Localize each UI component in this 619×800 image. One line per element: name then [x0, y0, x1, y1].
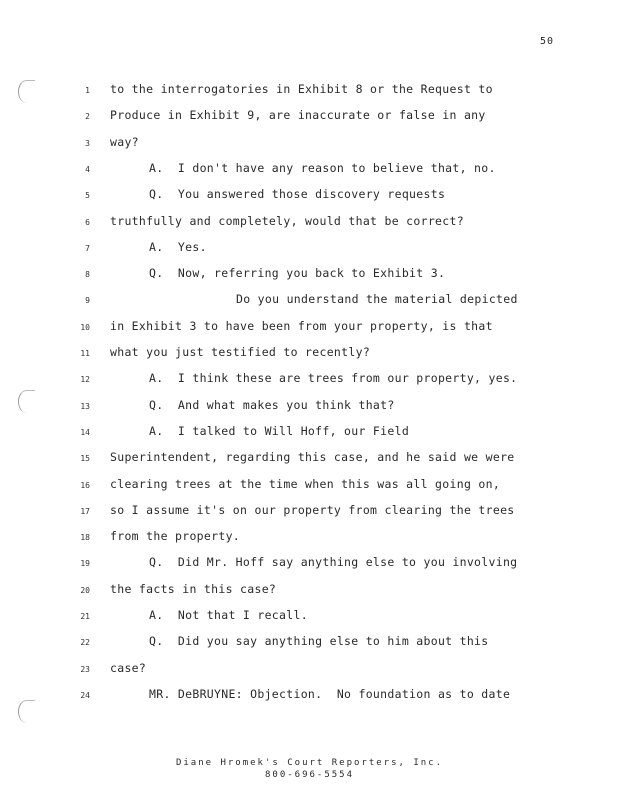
line-number: 3	[85, 138, 90, 148]
line-number: 14	[80, 427, 90, 437]
line-number: 17	[80, 506, 90, 516]
line-text: A. I talked to Will Hoff, our Field	[149, 423, 410, 438]
line-number: 13	[80, 401, 90, 411]
footer-company: Diane Hromek's Court Reporters, Inc.	[175, 758, 444, 768]
line-number: 19	[80, 559, 90, 569]
line-text: what you just testified to recently?	[110, 345, 371, 359]
line-number: 24	[80, 690, 90, 700]
transcript-line	[0, 477, 619, 497]
line-text: A. I think these are trees from our property, yes.	[149, 371, 518, 386]
transcript-line	[0, 266, 619, 286]
transcript-line	[0, 582, 619, 602]
line-text: Q. Now, referring you back to Exhibit 3.	[149, 266, 446, 281]
line-text: to the interrogatories in Exhibit 8 or the Request to	[110, 82, 493, 96]
transcript-line	[0, 108, 619, 128]
line-text: clearing trees at the time when this was all going on,	[110, 476, 501, 491]
transcript-line	[0, 292, 619, 312]
line-text: truthfully and completely, would that be correct?	[110, 213, 464, 228]
transcript-line	[0, 503, 619, 523]
transcript-line	[0, 161, 619, 181]
footer-phone: 800-696-5554	[264, 770, 355, 780]
line-text: Q. You answered those discovery requests	[149, 187, 446, 202]
line-number: 15	[80, 454, 90, 464]
transcript-line	[0, 424, 619, 444]
transcript-line	[0, 214, 619, 234]
line-text: A. Not that I recall.	[149, 608, 308, 622]
line-number: 21	[80, 612, 90, 621]
line-text: Superintendent, regarding this case, and he said we were	[110, 450, 515, 465]
line-number: 4	[85, 164, 90, 174]
transcript-line	[0, 135, 619, 155]
transcript-line	[0, 187, 619, 207]
line-number: 11	[80, 349, 90, 358]
line-number: 23	[80, 664, 90, 674]
line-number: 16	[80, 480, 90, 490]
line-number: 9	[85, 296, 90, 306]
line-number: 7	[85, 243, 90, 253]
transcript-line	[0, 634, 619, 654]
transcript-line	[0, 240, 619, 260]
transcript-line	[0, 661, 619, 681]
line-text: A. Yes.	[149, 239, 207, 254]
line-text: the facts in this case?	[110, 581, 277, 596]
page-number: 50	[540, 36, 555, 47]
line-text: case?	[110, 660, 147, 675]
line-text: from the property.	[110, 529, 241, 544]
line-text: Produce in Exhibit 9, are inaccurate or false in any	[110, 108, 486, 123]
transcript-line	[0, 345, 619, 365]
transcript-line	[0, 687, 619, 707]
line-text: A. I don't have any reason to believe that, no.	[149, 160, 496, 175]
line-text: Q. Did you say anything else to him about this	[149, 634, 489, 649]
line-text: way?	[110, 134, 139, 149]
line-text: Do you understand the material depicted	[236, 292, 518, 307]
transcript-line	[0, 555, 619, 575]
line-number: 2	[85, 112, 90, 122]
transcript-line	[0, 398, 619, 418]
line-text: Q. And what makes you think that?	[149, 397, 395, 412]
line-text: in Exhibit 3 to have been from your property, is that	[110, 318, 493, 333]
transcript-line	[0, 82, 619, 102]
line-text: Q. Did Mr. Hoff say anything else to you involving	[149, 555, 518, 570]
line-number: 5	[85, 191, 90, 201]
line-number: 10	[80, 322, 90, 332]
line-number: 18	[80, 533, 90, 543]
transcript-line	[0, 371, 619, 391]
transcript-line	[0, 608, 619, 628]
line-number: 20	[80, 585, 90, 595]
transcript-line	[0, 319, 619, 339]
line-number: 1	[85, 86, 90, 95]
transcript-line	[0, 450, 619, 470]
line-number: 6	[85, 217, 90, 227]
line-number: 8	[85, 270, 90, 280]
transcript-line	[0, 529, 619, 549]
line-text: MR. DeBRUYNE: Objection. No foundation as to date	[149, 686, 511, 701]
line-number: 22	[80, 638, 90, 648]
line-number: 12	[80, 375, 90, 385]
line-text: so I assume it's on our property from clearing the trees	[110, 502, 515, 517]
